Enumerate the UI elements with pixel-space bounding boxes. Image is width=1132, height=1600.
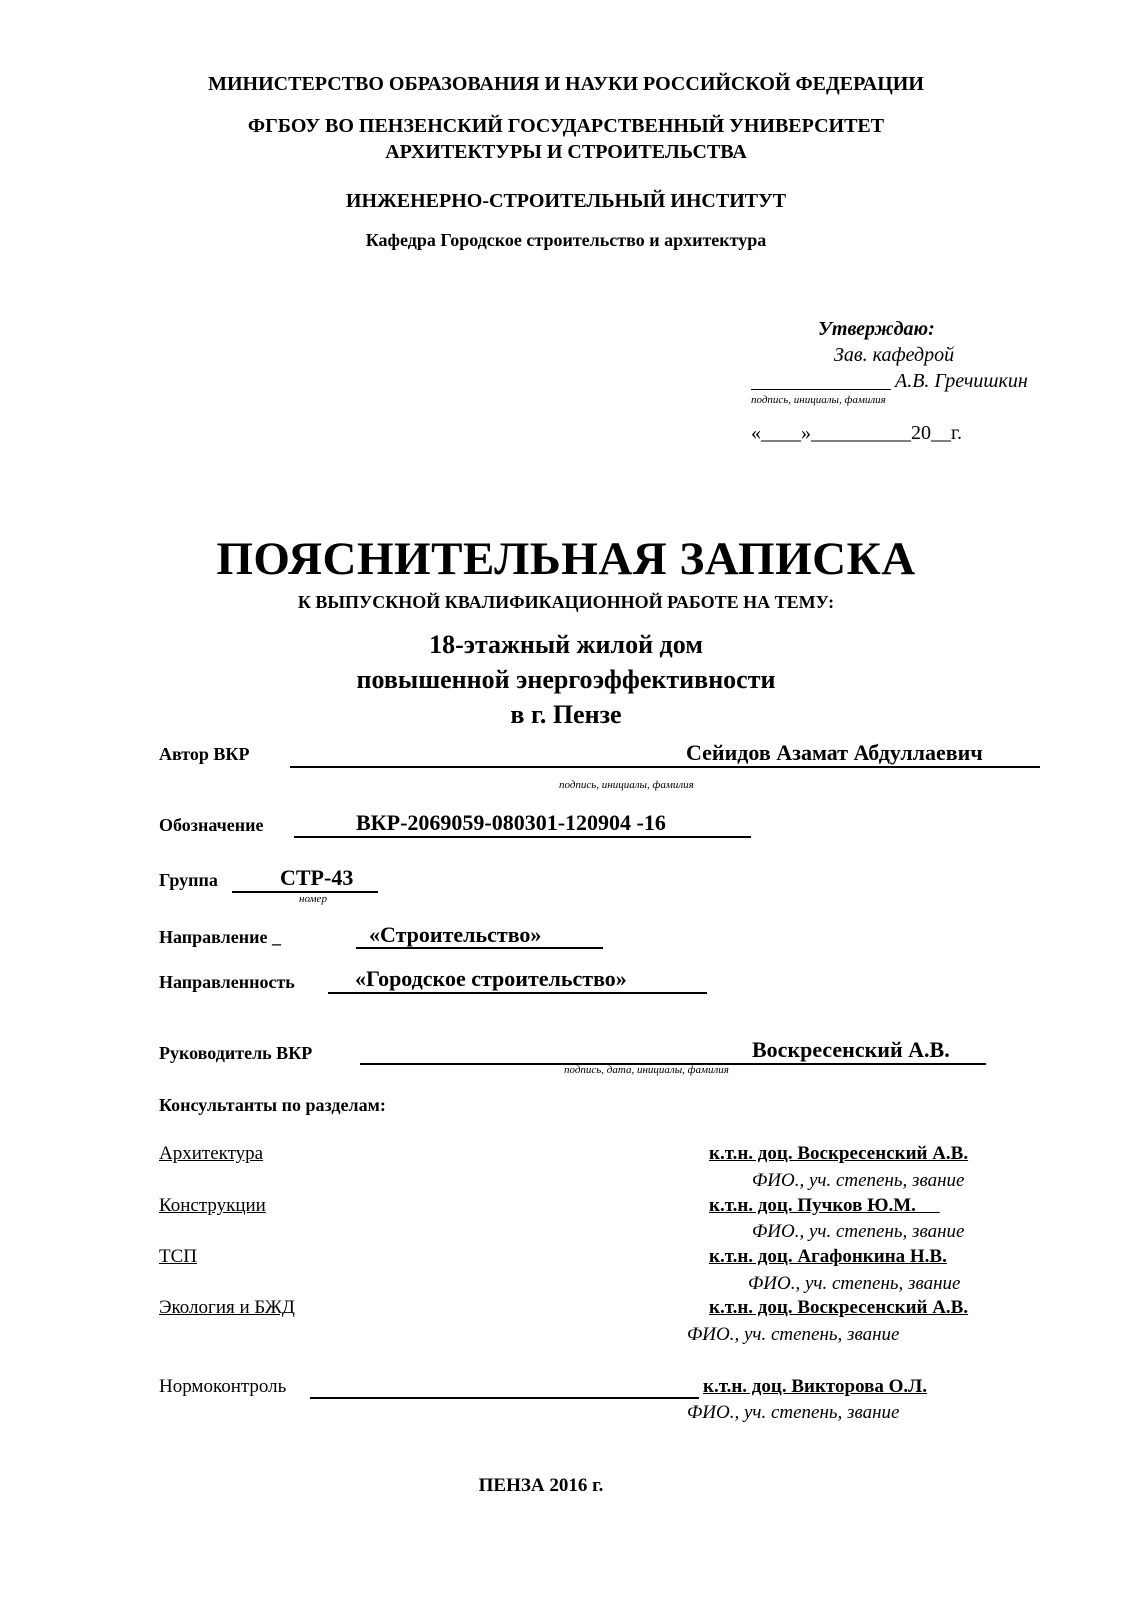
ministry-heading: МИНИСТЕРСТВО ОБРАЗОВАНИЯ И НАУКИ РОССИЙСКОЙ ФЕДЕРАЦИИ [208,73,924,95]
approval-position: Зав. кафедрой [834,344,955,366]
norm-control-fio-caption: ФИО., уч. степень, звание [687,1402,900,1423]
consultant-section: Конструкции [159,1195,266,1216]
designation-label: Обозначение [159,815,264,835]
supervisor-caption: подпись, дата, инициалы, фамилия [564,1064,729,1076]
group-caption: номер [299,893,327,905]
consultant-person: к.т.н. доц. Пучков Ю.М. [709,1195,940,1216]
topic-line2: повышенной энергоэффективности [356,665,776,694]
institute-heading: ИНЖЕНЕРНО-СТРОИТЕЛЬНЫЙ ИНСТИТУТ [345,190,787,212]
author-caption: подпись, инициалы, фамилия [559,779,694,791]
designation-value: ВКР-2069059-080301-120904 -16 [356,810,666,835]
consultant-section: Архитектура [159,1143,264,1164]
consultant-person: к.т.н. доц. Воскресенский А.В. [709,1143,969,1164]
focus-value: «Городское строительство» [355,966,627,991]
topic-line3: в г. Пензе [510,700,622,729]
approval-signature-line [751,389,891,390]
document-title: ПОЯСНИТЕЛЬНАЯ ЗАПИСКА [216,533,916,585]
consultant-section: Экология и БЖД [159,1297,295,1318]
author-line [290,766,1040,768]
supervisor-label: Руководитель ВКР [159,1043,313,1063]
city-year: ПЕНЗА 2016 г. [478,1475,604,1496]
consultants-heading: Консультанты по разделам: [159,1095,386,1115]
norm-control-line [310,1397,699,1399]
consultant-fio-caption: ФИО., уч. степень, звание [687,1324,900,1345]
norm-control-label: Нормоконтроль [159,1376,287,1397]
consultant-person: к.т.н. доц. Воскресенский А.В. [709,1297,969,1318]
department-heading: Кафедра Городское строительство и архитектура [365,230,767,250]
consultant-section: ТСП [159,1246,197,1267]
approval-name: А.В. Гречишкин [895,370,1028,392]
university-heading-line1: ФГБОУ ВО ПЕНЗЕНСКИЙ ГОСУДАРСТВЕННЫЙ УНИВЕРСИТЕТ [247,115,885,137]
consultant-fio-caption: ФИО., уч. степень, звание [752,1221,965,1242]
focus-label: Направленность [159,972,295,992]
author-label: Автор ВКР [159,744,250,764]
approval-title: Утверждаю: [818,318,935,340]
focus-line [328,992,707,994]
consultant-fio-caption: ФИО., уч. степень, звание [752,1170,965,1191]
norm-control-person: к.т.н. доц. Викторова О.Л. [703,1376,928,1397]
direction-value: «Строительство» [369,922,542,947]
document-subtitle: К ВЫПУСКНОЙ КВАЛИФИКАЦИОННОЙ РАБОТЕ НА ТЕМУ: [297,592,835,612]
approval-date-line: «____»__________20__г. [751,422,962,444]
consultant-fio-caption: ФИО., уч. степень, звание [748,1273,961,1294]
group-value: СТР-43 [280,865,354,890]
designation-line [294,836,751,838]
group-label: Группа [159,870,218,890]
topic-line1: 18-этажный жилой дом [429,630,703,659]
approval-caption: подпись, инициалы, фамилия [751,394,886,406]
university-heading-line2: АРХИТЕКТУРЫ И СТРОИТЕЛЬСТВА [385,141,747,163]
supervisor-value: Воскресенский А.В. [752,1037,950,1062]
consultant-person: к.т.н. доц. Агафонкина Н.В. [709,1246,947,1267]
direction-label: Направление _ [159,927,281,947]
author-value: Сейидов Азамат Абдуллаевич [686,740,983,765]
